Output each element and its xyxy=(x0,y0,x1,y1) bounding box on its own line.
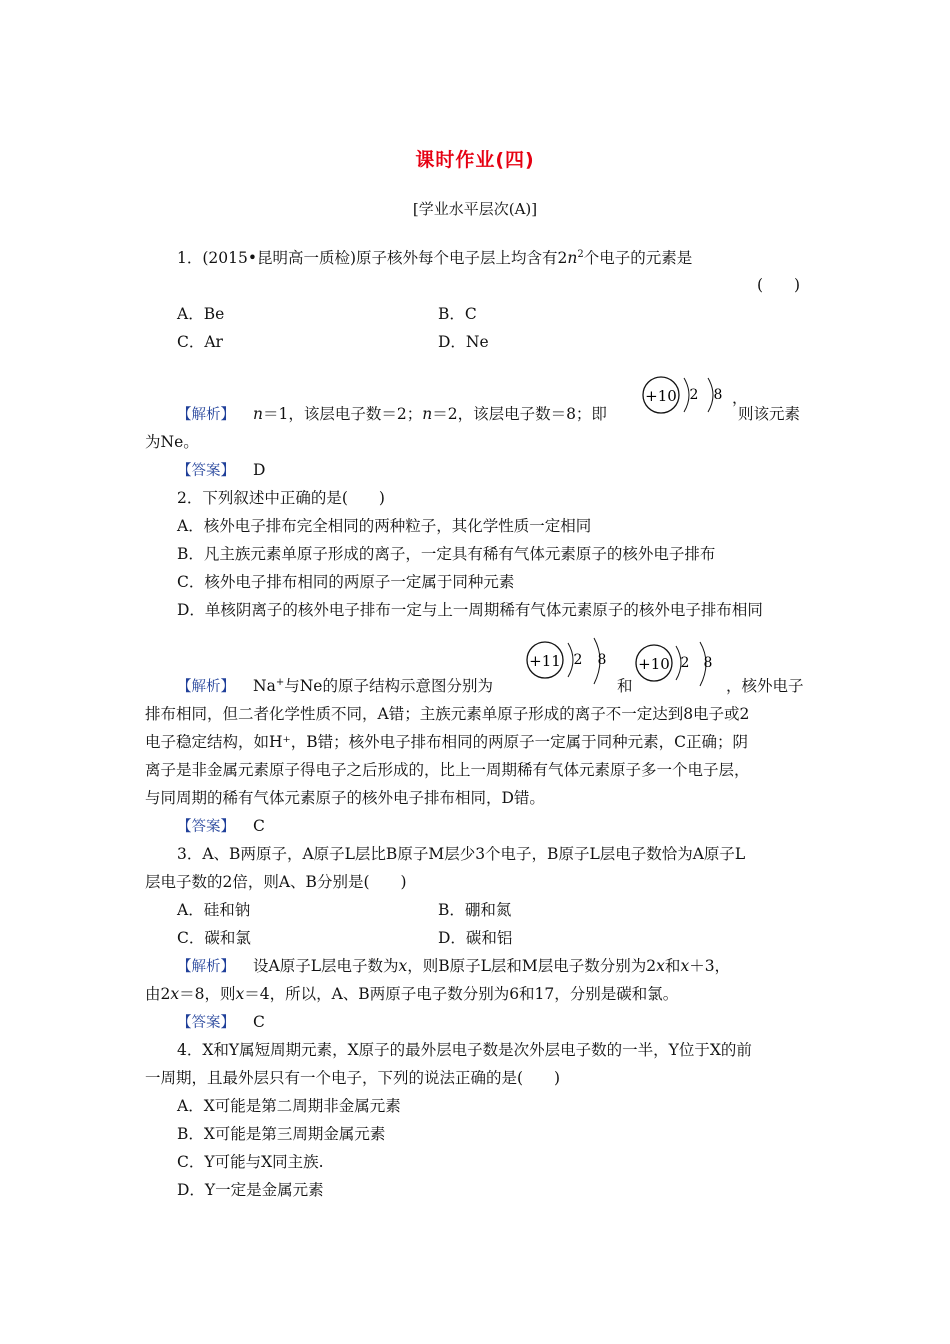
q3-stem-line1: 3．A、B两原子，A原子L层比B原子M层少3个电子，B原子L层电子数恰为A原子L xyxy=(177,845,746,863)
answer-label: 【答案】 xyxy=(177,463,235,479)
q2-answer: 【答案】 C xyxy=(177,817,265,835)
q3-option-b: B．硼和氮 xyxy=(438,901,512,919)
q1-option-a: A．Be xyxy=(177,305,225,323)
q1-option-b: B．C xyxy=(438,305,477,323)
q2-ne-atom-diagram xyxy=(634,642,734,690)
q1-stem: 1．(2015•昆明高一质检)原子核外每个电子层上均含有$2n^2$个电子的元素是 xyxy=(177,249,693,267)
q2-na-atom-diagram xyxy=(524,638,624,690)
q2-option-b: B．凡主族元素单原子形成的离子，一定具有稀有气体元素原子的核外电子排布 xyxy=(177,545,716,563)
q4-stem-line1: 4．X和Y属短周期元素，X原子的最外层电子数是次外层电子数的一半，Y位于X的前 xyxy=(177,1041,752,1059)
answer-label: 【答案】 xyxy=(177,819,235,835)
analysis-label: 【解析】 xyxy=(177,407,235,423)
q4-option-c: C．Y可能与X同主族. xyxy=(177,1153,324,1171)
q2-stem: 2．下列叙述中正确的是( ) xyxy=(177,489,385,507)
q1-answer-paren: ( ) xyxy=(757,276,801,294)
shell-1-count: 2 xyxy=(573,652,583,668)
nucleus-charge: +10 xyxy=(645,387,677,405)
q2-option-c: C．核外电子排布相同的两原子一定属于同种元素 xyxy=(177,573,515,591)
answer-label: 【答案】 xyxy=(177,1015,235,1031)
q4-option-d: D．Y一定是金属元素 xyxy=(177,1181,324,1199)
q3-option-c: C．碳和氯 xyxy=(177,929,251,947)
q2-analysis-and: 和 xyxy=(617,677,633,695)
nucleus-charge: +11 xyxy=(529,652,561,670)
q2-analysis-tail: ，核外电子 xyxy=(726,677,804,695)
section-subtitle: [学业水平层次(A)] xyxy=(412,200,538,218)
q2-option-d: D．单核阴离子的核外电子排布一定与上一周期稀有气体元素原子的核外电子排布相同 xyxy=(177,601,763,619)
q3-option-a: A．硅和钠 xyxy=(177,901,251,919)
shell-1-count: 2 xyxy=(680,655,690,671)
q1-option-d: D．Ne xyxy=(438,333,489,351)
q2-analysis-line: 排布相同，但二者化学性质不同，A错；主族元素单原子形成的离子不一定达到8电子或2 xyxy=(145,705,750,723)
shell-2-count: 8 xyxy=(713,387,723,403)
shell-2-count: 8 xyxy=(597,652,607,668)
q2-analysis: 【解析】 Na+与Ne的原子结构示意图分别为 xyxy=(177,677,493,695)
q4-option-a: A．X可能是第二周期非金属元素 xyxy=(177,1097,401,1115)
q1-analysis-tail: 则该元素 xyxy=(738,405,801,423)
q3-analysis-line2: 由2x＝8，则x＝4，所以，A、B两原子电子数分别为6和17，分别是碳和氯。 xyxy=(145,985,679,1003)
q4-option-b: B．X可能是第三周期金属元素 xyxy=(177,1125,386,1143)
shell-1-count: 2 xyxy=(689,387,699,403)
q2-option-a: A．核外电子排布完全相同的两种粒子，其化学性质一定相同 xyxy=(177,517,592,535)
q3-analysis-line1: 【解析】 设A原子L层电子数为x，则B原子L层和M层电子数分别为2x和x＋3， xyxy=(177,957,731,975)
shell-2-count: 8 xyxy=(703,655,713,671)
q1-answer: 【答案】 D xyxy=(177,461,266,479)
analysis-label: 【解析】 xyxy=(177,679,235,695)
q3-stem-line2: 层电子数的2倍，则A、B分别是( ) xyxy=(145,873,407,891)
q1-ne-atom-diagram xyxy=(640,374,740,422)
q1-analysis-line2: 为Ne。 xyxy=(145,433,199,451)
q3-answer: 【答案】 C xyxy=(177,1013,265,1031)
q1-analysis-comma: ， xyxy=(732,389,748,407)
q2-analysis-line: 与同周期的稀有气体元素原子的核外电子排布相同，D错。 xyxy=(145,789,545,807)
q4-stem-line2: 一周期，且最外层只有一个电子，下列的说法正确的是( ) xyxy=(145,1069,561,1087)
q3-option-d: D．碳和铝 xyxy=(438,929,513,947)
page-title: 课时作业(四) xyxy=(415,149,535,171)
q2-analysis-line: 离子是非金属元素原子得电子之后形成的，比上一周期稀有气体元素原子多一个电子层， xyxy=(145,761,750,779)
q2-analysis-line: 电子稳定结构，如H⁺，B错；核外电子排布相同的两原子一定属于同种元素，C正确；阴 xyxy=(145,733,748,751)
nucleus-charge: +10 xyxy=(638,655,670,673)
q1-option-c: C．Ar xyxy=(177,333,223,351)
q1-analysis: 【解析】 n＝1，该层电子数＝2；n＝2，该层电子数＝8；即 xyxy=(177,405,607,423)
analysis-label: 【解析】 xyxy=(177,959,235,975)
